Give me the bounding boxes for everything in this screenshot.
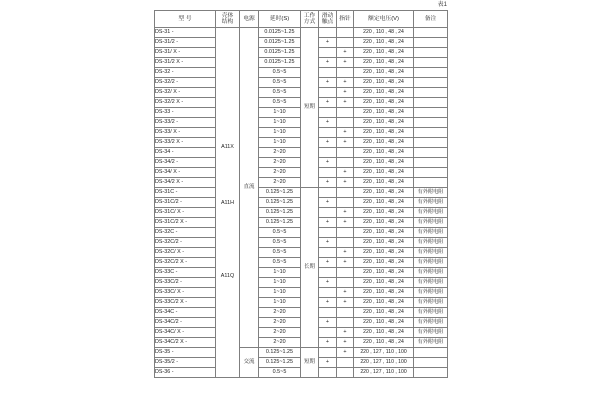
delay-cell: 0.125~1.25: [259, 218, 301, 228]
model-cell: DS-35 -: [155, 348, 216, 358]
delay-cell: 0.125~1.25: [259, 348, 301, 358]
remark-cell: [414, 108, 448, 118]
slide-contact-cell: +: [319, 238, 337, 248]
relay-spec-table: [154, 10, 448, 378]
remark-cell: [414, 98, 448, 108]
slide-contact-cell: [319, 268, 337, 278]
pointer-cell: [337, 158, 354, 168]
header-remark: 备注: [414, 11, 448, 28]
voltage-cell: 220 , 110 , 48 , 24: [354, 318, 414, 328]
remark-cell: 有外附电阻: [414, 208, 448, 218]
shell-structure-label: A11Q: [220, 272, 235, 279]
delay-cell: 0.5~5: [259, 98, 301, 108]
slide-contact-cell: +: [319, 358, 337, 368]
model-cell: DS-34/2 X -: [155, 178, 216, 188]
voltage-cell: 220 , 110 , 48 , 24: [354, 168, 414, 178]
pointer-cell: [337, 148, 354, 158]
pointer-cell: [337, 358, 354, 368]
voltage-cell: 220 , 110 , 48 , 24: [354, 158, 414, 168]
pointer-cell: +: [337, 168, 354, 178]
slide-contact-cell: [319, 208, 337, 218]
remark-cell: 有外附电阻: [414, 338, 448, 348]
pointer-cell: +: [337, 128, 354, 138]
model-cell: DS-33 -: [155, 108, 216, 118]
delay-cell: 2~20: [259, 168, 301, 178]
pointer-cell: +: [337, 328, 354, 338]
remark-cell: [414, 348, 448, 358]
pointer-cell: +: [337, 258, 354, 268]
shell-structure-label: A11H: [220, 199, 235, 206]
slide-contact-cell: +: [319, 258, 337, 268]
work-mode-cell: 短期: [301, 348, 319, 378]
remark-cell: 有外附电阻: [414, 228, 448, 238]
pointer-cell: [337, 68, 354, 78]
delay-cell: 2~20: [259, 308, 301, 318]
voltage-cell: 220 , 110 , 48 , 24: [354, 118, 414, 128]
slide-contact-cell: +: [319, 98, 337, 108]
voltage-cell: 220 , 110 , 48 , 24: [354, 228, 414, 238]
remark-cell: [414, 28, 448, 38]
voltage-cell: 220 , 110 , 48 , 24: [354, 38, 414, 48]
model-cell: DS-34C/ X -: [155, 328, 216, 338]
delay-cell: 1~10: [259, 108, 301, 118]
model-cell: DS-35/2 -: [155, 358, 216, 368]
slide-contact-cell: [319, 188, 337, 198]
model-cell: DS-33C -: [155, 268, 216, 278]
voltage-cell: 220 , 110 , 48 , 24: [354, 68, 414, 78]
model-cell: DS-34C/2 X -: [155, 338, 216, 348]
voltage-cell: 220 , 127 , 110 , 100: [354, 358, 414, 368]
slide-contact-cell: [319, 148, 337, 158]
voltage-cell: 220 , 110 , 48 , 24: [354, 138, 414, 148]
pointer-cell: +: [337, 98, 354, 108]
power-cell: 直流: [240, 28, 259, 348]
slide-contact-cell: +: [319, 318, 337, 328]
model-cell: DS-33C/2 X -: [155, 298, 216, 308]
slide-contact-cell: [319, 248, 337, 258]
delay-cell: 0.5~5: [259, 78, 301, 88]
model-cell: DS-32/2 -: [155, 78, 216, 88]
slide-contact-cell: [319, 48, 337, 58]
header-work: 工作 方式: [301, 11, 319, 28]
remark-cell: 有外附电阻: [414, 258, 448, 268]
remark-cell: [414, 368, 448, 378]
model-cell: DS-33C/ X -: [155, 288, 216, 298]
remark-cell: [414, 48, 448, 58]
voltage-cell: 220 , 110 , 48 , 24: [354, 268, 414, 278]
remark-cell: [414, 358, 448, 368]
delay-cell: 0.5~5: [259, 368, 301, 378]
delay-cell: 2~20: [259, 158, 301, 168]
voltage-cell: 220 , 110 , 48 , 24: [354, 78, 414, 88]
voltage-cell: 220 , 110 , 48 , 24: [354, 128, 414, 138]
slide-contact-cell: [319, 308, 337, 318]
slide-contact-cell: [319, 28, 337, 38]
pointer-cell: +: [337, 88, 354, 98]
remark-cell: 有外附电阻: [414, 218, 448, 228]
remark-cell: 有外附电阻: [414, 198, 448, 208]
slide-contact-cell: [319, 128, 337, 138]
model-cell: DS-31/2 X -: [155, 58, 216, 68]
voltage-cell: 220 , 110 , 48 , 24: [354, 238, 414, 248]
remark-cell: 有外附电阻: [414, 288, 448, 298]
delay-cell: 1~10: [259, 298, 301, 308]
remark-cell: 有外附电阻: [414, 308, 448, 318]
slide-contact-cell: [319, 328, 337, 338]
delay-cell: 1~10: [259, 118, 301, 128]
slide-contact-cell: [319, 88, 337, 98]
voltage-cell: 220 , 110 , 48 , 24: [354, 338, 414, 348]
remark-cell: [414, 118, 448, 128]
delay-cell: 2~20: [259, 178, 301, 188]
pointer-cell: [337, 238, 354, 248]
slide-contact-cell: +: [319, 178, 337, 188]
remark-cell: [414, 128, 448, 138]
pointer-cell: [337, 38, 354, 48]
slide-contact-cell: +: [319, 78, 337, 88]
remark-cell: 有外附电阻: [414, 278, 448, 288]
delay-cell: 0.5~5: [259, 248, 301, 258]
pointer-cell: +: [337, 58, 354, 68]
slide-contact-cell: +: [319, 158, 337, 168]
model-cell: DS-31C/ X -: [155, 208, 216, 218]
pointer-cell: [337, 228, 354, 238]
remark-cell: [414, 78, 448, 88]
header-power: 电源: [240, 11, 259, 28]
model-cell: DS-31/2 -: [155, 38, 216, 48]
voltage-cell: 220 , 110 , 48 , 24: [354, 298, 414, 308]
remark-cell: [414, 178, 448, 188]
model-cell: DS-34 -: [155, 148, 216, 158]
slide-contact-cell: +: [319, 218, 337, 228]
remark-cell: [414, 38, 448, 48]
model-cell: DS-32C/2 X -: [155, 258, 216, 268]
model-cell: DS-32C/ X -: [155, 248, 216, 258]
delay-cell: 1~10: [259, 278, 301, 288]
remark-cell: [414, 148, 448, 158]
delay-cell: 1~10: [259, 138, 301, 148]
slide-contact-cell: +: [319, 338, 337, 348]
delay-cell: 0.0125~1.25: [259, 38, 301, 48]
remark-cell: 有外附电阻: [414, 328, 448, 338]
slide-contact-cell: +: [319, 138, 337, 148]
delay-cell: 0.5~5: [259, 228, 301, 238]
remark-cell: [414, 158, 448, 168]
remark-cell: [414, 68, 448, 78]
remark-cell: [414, 88, 448, 98]
slide-contact-cell: +: [319, 58, 337, 68]
slide-contact-cell: [319, 348, 337, 358]
model-cell: DS-36 -: [155, 368, 216, 378]
header-row: [155, 11, 448, 28]
pointer-cell: [337, 308, 354, 318]
remark-cell: 有外附电阻: [414, 248, 448, 258]
table-row: [155, 188, 448, 198]
work-mode-cell: 长期: [301, 188, 319, 348]
pointer-cell: [337, 318, 354, 328]
delay-cell: 1~10: [259, 128, 301, 138]
pointer-cell: [337, 268, 354, 278]
slide-contact-cell: [319, 108, 337, 118]
voltage-cell: 220 , 110 , 48 , 24: [354, 328, 414, 338]
remark-cell: 有外附电阻: [414, 188, 448, 198]
model-cell: DS-32C/2 -: [155, 238, 216, 248]
pointer-cell: +: [337, 248, 354, 258]
pointer-cell: [337, 28, 354, 38]
voltage-cell: 220 , 127 , 110 , 100: [354, 348, 414, 358]
delay-cell: 2~20: [259, 148, 301, 158]
voltage-cell: 220 , 110 , 48 , 24: [354, 178, 414, 188]
delay-cell: 0.125~1.25: [259, 188, 301, 198]
slide-contact-cell: +: [319, 118, 337, 128]
work-mode-cell: 短期: [301, 28, 319, 188]
voltage-cell: 220 , 110 , 48 , 24: [354, 288, 414, 298]
voltage-cell: 220 , 110 , 48 , 24: [354, 188, 414, 198]
model-cell: DS-33C/2 -: [155, 278, 216, 288]
slide-contact-cell: +: [319, 198, 337, 208]
delay-cell: 0.125~1.25: [259, 208, 301, 218]
pointer-cell: [337, 198, 354, 208]
header-pointer: 指针: [337, 11, 354, 28]
remark-cell: [414, 168, 448, 178]
remark-cell: [414, 58, 448, 68]
model-cell: DS-31C/2 -: [155, 198, 216, 208]
delay-cell: 0.125~1.25: [259, 198, 301, 208]
voltage-cell: 220 , 110 , 48 , 24: [354, 88, 414, 98]
pointer-cell: +: [337, 218, 354, 228]
delay-cell: 0.0125~1.25: [259, 28, 301, 38]
voltage-cell: 220 , 110 , 48 , 24: [354, 258, 414, 268]
header-shell: 壳体 结构: [216, 11, 240, 28]
header-model: 型 号: [155, 11, 216, 28]
delay-cell: 2~20: [259, 338, 301, 348]
model-cell: DS-31C/2 X -: [155, 218, 216, 228]
pointer-cell: +: [337, 298, 354, 308]
remark-cell: [414, 138, 448, 148]
pointer-cell: +: [337, 288, 354, 298]
voltage-cell: 220 , 110 , 48 , 24: [354, 28, 414, 38]
voltage-cell: 220 , 110 , 48 , 24: [354, 198, 414, 208]
model-cell: DS-31C -: [155, 188, 216, 198]
delay-cell: 0.125~1.25: [259, 358, 301, 368]
pointer-cell: +: [337, 78, 354, 88]
delay-cell: 0.5~5: [259, 238, 301, 248]
delay-cell: 0.5~5: [259, 68, 301, 78]
model-cell: DS-32C -: [155, 228, 216, 238]
model-cell: DS-34/2 -: [155, 158, 216, 168]
voltage-cell: 220 , 110 , 48 , 24: [354, 248, 414, 258]
pointer-cell: +: [337, 138, 354, 148]
voltage-cell: 220 , 110 , 48 , 24: [354, 208, 414, 218]
model-cell: DS-33/ X -: [155, 128, 216, 138]
delay-cell: 2~20: [259, 328, 301, 338]
model-cell: DS-34/ X -: [155, 168, 216, 178]
voltage-cell: 220 , 110 , 48 , 24: [354, 308, 414, 318]
header-voltage: 额定电压(V): [354, 11, 414, 28]
slide-contact-cell: +: [319, 38, 337, 48]
voltage-cell: 220 , 110 , 48 , 24: [354, 148, 414, 158]
delay-cell: 1~10: [259, 268, 301, 278]
model-cell: DS-34C/2 -: [155, 318, 216, 328]
voltage-cell: 220 , 110 , 48 , 24: [354, 98, 414, 108]
model-cell: DS-33/2 -: [155, 118, 216, 128]
slide-contact-cell: [319, 368, 337, 378]
model-cell: DS-31 -: [155, 28, 216, 38]
model-cell: DS-32/ X -: [155, 88, 216, 98]
header-slide: 滑动 触点: [319, 11, 337, 28]
slide-contact-cell: [319, 288, 337, 298]
remark-cell: 有外附电阻: [414, 268, 448, 278]
pointer-cell: [337, 108, 354, 118]
pointer-cell: [337, 188, 354, 198]
remark-cell: 有外附电阻: [414, 318, 448, 328]
voltage-cell: 220 , 110 , 48 , 24: [354, 58, 414, 68]
delay-cell: 1~10: [259, 288, 301, 298]
pointer-cell: +: [337, 208, 354, 218]
slide-contact-cell: +: [319, 278, 337, 288]
shell-structure-label: A11X: [221, 143, 234, 150]
remark-cell: 有外附电阻: [414, 238, 448, 248]
delay-cell: 0.0125~1.25: [259, 48, 301, 58]
voltage-cell: 220 , 110 , 48 , 24: [354, 218, 414, 228]
model-cell: DS-32 -: [155, 68, 216, 78]
remark-cell: 有外附电阻: [414, 298, 448, 308]
pointer-cell: [337, 278, 354, 288]
pointer-cell: +: [337, 338, 354, 348]
delay-cell: 0.5~5: [259, 88, 301, 98]
slide-contact-cell: +: [319, 298, 337, 308]
slide-contact-cell: [319, 228, 337, 238]
voltage-cell: 220 , 110 , 48 , 24: [354, 278, 414, 288]
model-cell: DS-34C -: [155, 308, 216, 318]
model-cell: DS-33/2 X -: [155, 138, 216, 148]
table-row: [155, 348, 448, 358]
model-cell: DS-31/ X -: [155, 48, 216, 58]
voltage-cell: 220 , 110 , 48 , 24: [354, 48, 414, 58]
delay-cell: 0.5~5: [259, 258, 301, 268]
power-cell: 交流: [240, 348, 259, 378]
pointer-cell: +: [337, 48, 354, 58]
slide-contact-cell: [319, 168, 337, 178]
pointer-cell: [337, 118, 354, 128]
table-caption: 表1: [437, 2, 447, 8]
delay-cell: 2~20: [259, 318, 301, 328]
slide-contact-cell: [319, 68, 337, 78]
pointer-cell: +: [337, 348, 354, 358]
header-delay: 延时(S): [259, 11, 301, 28]
pointer-cell: +: [337, 178, 354, 188]
delay-cell: 0.0125~1.25: [259, 58, 301, 68]
pointer-cell: [337, 368, 354, 378]
table-row: [155, 28, 448, 38]
model-cell: DS-32/2 X -: [155, 98, 216, 108]
voltage-cell: 220 , 110 , 48 , 24: [354, 108, 414, 118]
voltage-cell: 220 , 127 , 110 , 100: [354, 368, 414, 378]
shell-structure-cell: [216, 28, 240, 378]
